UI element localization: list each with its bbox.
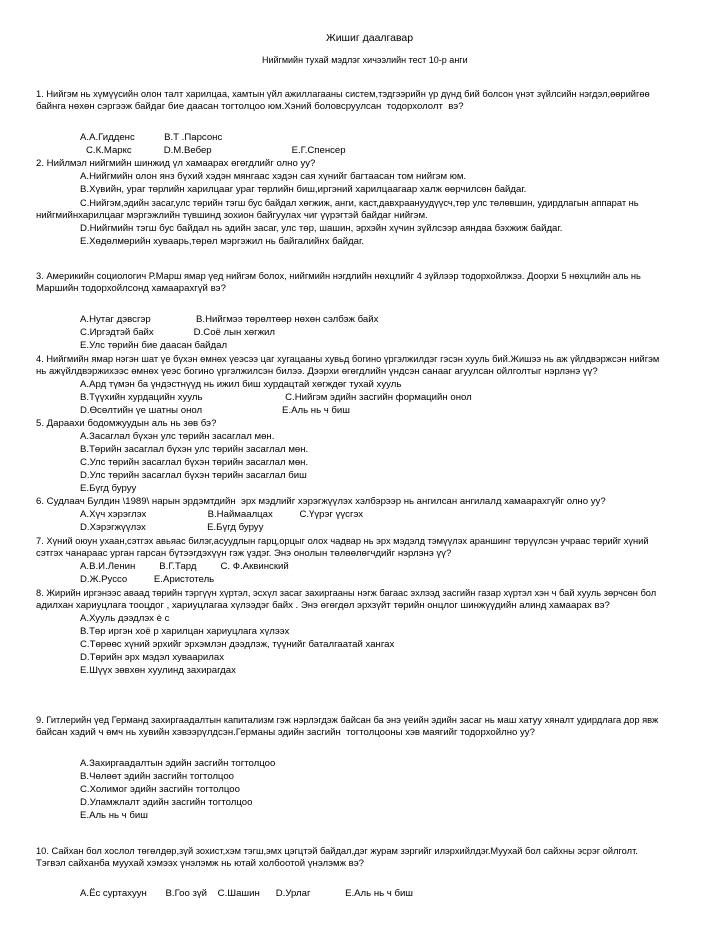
- question-line: Маршийн тодорхойлсонд хамаарахгүй вэ?: [36, 283, 226, 294]
- answer-option: Е.Бүгд буруу: [80, 483, 137, 494]
- answer-option: D.Хэрэгжүүлэх Е.Бүгд буруу: [80, 522, 264, 533]
- answer-option: С.Иргэдтэй байх D.Соё лын хөгжил: [80, 327, 275, 338]
- answer-option: Е.Аль нь ч биш: [80, 810, 148, 821]
- answer-option: А.Ард түмэн ба үндэстнүүд нь ижил биш хурдацтай хөгждөг тухай хууль: [80, 379, 402, 390]
- answer-option: А.Засаглал бүхэн улс төрийн засаглал мөн.: [80, 431, 275, 442]
- question-line: 4. Нийгмийн ямар нэгэн шат үе бүхэн өмнөх үеэсээ цаг хугацааны хувьд богино үргэлжилдэг гэсэн хууль бий.Жишээ нь аж үйлдвэржсэн нийгэм: [36, 354, 660, 364]
- document-title: Жишиг даалгавар: [326, 32, 414, 44]
- answer-option: В.Төрийн засаглал бүхэн улс төрийн засаглал мөн.: [80, 444, 309, 455]
- answer-option: А.Нийгмийн олон янз бүхий хэдэн мянгаас хэдэн сая хүнийг багтаасан том нийгэм юм.: [80, 171, 467, 182]
- question-line: 8. Жирийн иргэнээс аваад төрийн тэргүүн хүртэл, эсхүл засаг захиргааны нэгж багаас эхлээд засгийн газар хүртэл хэн ч бай хууль зөрчсөн бол: [36, 588, 657, 598]
- answer-option: Е.Хөдөлмөрийн хуваарь,төрөл мэргэжил нь байгалийнх байдаг.: [80, 236, 364, 247]
- question-line: 7. Хүний оюун ухаан,сэтгэх авьяас билэг,асуудлын гарц,орцыг олох чадвар нь эрх мэдэлд тэмүүлэх араншинг төрүүлсэн учраас төрийг хүний: [36, 536, 649, 546]
- answer-option: С.Төрөөс хүний эрхийг эрхэмлэн дээдлэж, түүнийг баталгаатай хангах: [80, 639, 395, 650]
- answer-option: D.Ж.Руссо Е.Аристотель: [80, 574, 215, 585]
- answer-option: А.Хүч хэрэглэх В.Наймаалцах С.Үүрэг үүсгэх: [80, 509, 364, 520]
- answer-option: А.Хууль дээдлэх è с: [80, 613, 170, 624]
- answer-option: В.Түүхийн хурдацийн хууль С.Нийгэм эдийн засгийн формацийн онол: [80, 392, 472, 403]
- answer-option: С.К.Маркс D.М.Вебер Е.Г.Спенсер: [86, 145, 346, 156]
- answer-option: D.Өсөлтийн үе шатны онол Е.Аль нь ч биш: [80, 405, 350, 416]
- answer-option: А.Нутаг дэвсгэр В.Нийгмээ төрөлтөөр нөхөн сэлбэж байх: [80, 314, 379, 325]
- document-subtitle: Нийгмийн тухай мэдлэг хичээлийн тест 10-р анги: [262, 55, 468, 65]
- answer-option: D.Төрийн эрх мэдэл хуваарилах: [80, 652, 225, 663]
- question-line: 9. Гитлерийн үед Германд захиргаадалтын капитализм гэж нэрлэгдэж байсан ба энэ үеийн эдийн засаг нь маш хатуу хяналт удирдлага дор явж: [36, 715, 659, 725]
- question-line: 10. Сайхан бол хослол төгөлдөр,зүй зохист,хэм тэгш,эмх цэгцтэй байдал,дэг журам зэргийг илэрхийлдэг.Муухай бол сайхны эсрэг ойлголт.: [36, 846, 638, 856]
- answer-option: А.А.Гидденс В.Т .Парсонс: [80, 132, 223, 143]
- question-line: 5. Дараахи бодомжуудын аль нь зөв бэ?: [36, 418, 217, 429]
- question-line: нь ажүйлдвэржихээс өмнөх үеэс богино үргэлжилсэн билээ. Дээрхи өгөгдлийн үндсэн санааг агуулсан ойлголтыг нэрлэнэ үү?: [36, 366, 598, 377]
- question-line: Тэгвэл сайханба муухай хэмээх үнэлэмж нь ютай холбоотой үнэлэмж вэ?: [36, 858, 365, 869]
- answer-option: А.Ёс суртахуун В.Гоо зүй С.Шашин D.Урлаг Е.Аль нь ч биш: [80, 888, 413, 899]
- answer-option: А.В.И.Ленин В.Г.Тард С. Ф.Аквинский: [80, 561, 289, 572]
- answer-option: В.Чөлөөт эдийн засгийн тогтолцоо: [80, 771, 234, 782]
- answer-option: Е.Улс төрийн бие даасан байдал: [80, 340, 228, 351]
- question-line: 3. Америкийн социологич Р.Марш ямар үед нийгэм болох, нийгмийн нэгдлийн нөхцлийг 4 зүйлээр тодорхойлжээ. Доорхи 5 нөхцлийн аль нь: [36, 271, 641, 281]
- answer-option: С.Холимог эдийн засгийн тогтолцоо: [80, 784, 240, 795]
- answer-option: В.Төр иргэн хоё р харилцан хариуцлага хүлээх: [80, 626, 290, 637]
- answer-option: D.Улс төрийн засаглал бүхэн төрийн засаглал биш: [80, 470, 307, 481]
- question-line: 2. Нийлмэл нийгмийн шинжид үл хамаарах өгөгдлийг олно уу?: [36, 158, 316, 169]
- answer-option: нийгмийнхарилцааг мэргэжлийн түвшинд зохион байгуулах чиг үүрэгтэй байдаг нийгэм.: [36, 210, 428, 221]
- answer-option: D.Уламжлалт эдийн засгийн тогтолцоо: [80, 797, 253, 808]
- answer-option: С.Нийгэм,эдийн засаг,улс төрийн тэгш бус байдал хөгжиж, анги, каст,давхраануудүүсч,төр улс төлөвшин, удирдлагын аппарат нь: [80, 198, 639, 208]
- answer-option: В.Хүвийн, ураг төрлийн харилцааг ураг төрлийн биш,иргэний харилцаагаар халж өөрчилсөн байдаг.: [80, 184, 527, 195]
- question-line: байсан хэдий ч өмч нь хувийн хэвээрүлдсэн.Германы эдийн засгийн тогтолцооны хэв маягийг тодорхойлно уу?: [36, 727, 535, 738]
- question-line: 1. Нийгэм нь хүмүүсийн олон талт харилцаа, хамтын үйл ажиллагааны систем,тэдгээрийн үр дүнд бий болсон үнэт зүйлсийн нэгдэл,өөрийгөө: [36, 89, 650, 99]
- answer-option: Е.Шүүх зөвхөн хуулинд захирагдах: [80, 665, 236, 676]
- answer-option: С.Улс төрийн засаглал бүхэн төрийн засаглал мөн.: [80, 457, 309, 468]
- question-line: сэтгэх чанараас урган гарсан бүтээгдэхүүн гэж үздэг. Энэ онолын төлөөлөгчдийг нэрлэнэ үү?: [36, 548, 452, 559]
- answer-option: D.Нийгмийн тэгш бус байдал нь эдийн засаг, улс төр, шашин, эрхэйн хүчин зүйлсээр аяндаа бэхжиж байдаг.: [80, 223, 563, 234]
- question-line: адилхан хариуцлага тооцдог , хариуцлагаа хүлээдэг байх . Энэ өгөгдөл эрхзүйт төрийн онцлог шинжүүдийн алинд хамаарах вэ?: [36, 600, 610, 611]
- question-line: 6. Судлаач Булдин \1989\ нарын эрдэмтдийн эрх мэдлийг хэрэгжүүлэх хэлбэрээр нь ангилсан ангилалд хамаарахгүйг олно уу?: [36, 496, 606, 507]
- question-line: байнга нөхөн сэргээж байдаг бие даасан тогтолцоо юм.Хэний боловсруулсан тодорхололт вэ?: [36, 101, 464, 112]
- answer-option: А.Захиргаадалтын эдийн засгийн тогтолцоо: [80, 758, 276, 769]
